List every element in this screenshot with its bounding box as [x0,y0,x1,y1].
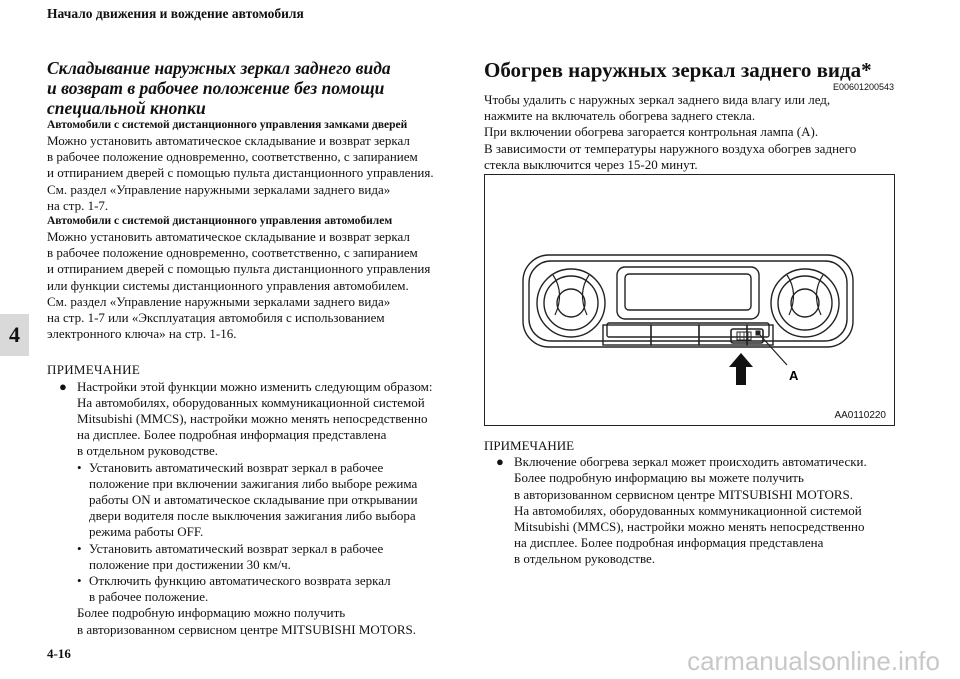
title-line: и возврат в рабочее положение без помощи [47,78,385,98]
title-line: Складывание наружных зеркал заднего вида [47,58,391,78]
text-line: При включении обогрева загорается контрольная лампа (A). [484,124,819,140]
note-dash-item-3 [47,573,457,605]
subheading-remote-locking: Автомобили с системой дистанционного управления замками дверей [47,119,408,131]
bullet-icon: ● [496,454,504,470]
text-line: и отпиранием дверей с помощью пульта дистанционного управления [47,261,431,277]
text-line: на дисплее. Более подробная информация представлена [514,535,824,551]
text-line: в авторизованном сервисном центре MITSUBISHI MOTORS. [514,486,854,502]
text-line: электронного ключа» на стр. 1-16. [47,326,237,342]
text-line: На автомобилях, оборудованных коммуникационной системой [514,502,862,518]
text-line: положение при включении зажигания либо выборе режима [89,475,418,491]
text-line: Более подробную информацию вы можете получить [514,470,804,486]
text-line: в рабочее положение. [89,589,209,605]
left-column [47,58,457,638]
note-heading: ПРИМЕЧАНИЕ [484,438,575,453]
text-line: нажмите на включатель обогрева заднего стекла. [484,108,756,124]
figure-label-a: A [789,368,799,383]
text-line: Mitsubishi (MMCS), настройки можно менять непосредственно [77,411,428,427]
paragraph-2 [47,229,457,342]
text-line: Настройки этой функции можно изменить следующим образом: [77,378,433,394]
note-dash-item-2 [47,541,457,573]
text-line: Можно установить автоматическое складывание и возврат зеркал [47,133,410,148]
text-line: См. раздел «Управление наружными зеркалами заднего вида» [47,293,391,309]
text-line: Отключить функцию автоматического возврата зеркал [89,573,391,589]
right-column [484,58,894,173]
page-number: 4-16 [47,646,71,661]
section-code: E00601200543 [832,82,894,92]
section-title-mirror-folding [47,58,457,118]
text-line: В зависимости от температуры наружного воздуха обогрев заднего [484,140,857,156]
note-tail [47,605,457,637]
text-line: на стр. 1-7 или «Эксплуатация автомобиля с использованием [47,310,385,326]
heater-paragraph [484,92,894,173]
text-line: стекла выключится через 15-20 минут. [484,156,698,172]
section-title-mirror-heater: Обогрев наружных зеркал заднего вида* [484,58,872,82]
watermark: carmanualsonline.info [687,646,940,676]
text-line: в отдельном руководстве. [514,551,656,567]
running-header: Начало движения и вождение автомобиля [47,6,304,21]
note-heading: ПРИМЕЧАНИЕ [47,362,141,378]
chapter-tab: 4 [0,314,29,356]
bullet-icon: ● [59,378,67,394]
text-line: в отдельном руководстве. [77,443,219,459]
text-line: Включение обогрева зеркал может происходить автоматически. [514,454,867,470]
climate-panel-figure [484,174,895,426]
text-line: Чтобы удалить с наружных зеркал заднего вида влагу или лед, [484,92,831,107]
title-line: специальной кнопки [47,98,206,118]
climate-panel-illustration [485,175,894,425]
text-line: Установить автоматический возврат зеркал в рабочее [89,540,384,556]
text-line: Более подробную информацию можно получить [77,605,346,621]
text-line: на стр. 1-7. [47,197,109,213]
text-line: Mitsubishi (MMCS), настройки можно менять непосредственно [514,519,865,535]
figure-caption: AA0110220 [834,410,886,421]
text-line: режима работы OFF. [89,524,204,540]
dash-bullet-icon: • [77,573,82,589]
note-dash-item-1 [47,460,457,541]
text-line: двери водителя после выключения зажигания либо выбора [89,508,416,524]
text-line: Можно установить автоматическое складывание и возврат зеркал [47,229,410,245]
text-line: или функции системы дистанционного управления автомобилем. [47,277,409,293]
text-line: в авторизованном сервисном центре MITSUBISHI MOTORS. [77,621,417,637]
text-line: в рабочее положение одновременно, соответственно, с запиранием [47,149,418,165]
text-line: работы ON и автоматическое складывание при открывании [89,492,418,508]
text-line: в рабочее положение одновременно, соответственно, с запиранием [47,245,418,261]
note-bullet [484,454,894,567]
subheading-remote-control: Автомобили с системой дистанционного управления автомобилем [47,215,393,228]
text-line: на дисплее. Более подробная информация представлена [77,427,387,443]
right-note [484,438,894,568]
text-line: См. раздел «Управление наружными зеркалами заднего вида» [47,181,391,197]
dash-bullet-icon: • [77,540,82,556]
text-line: Установить автоматический возврат зеркал в рабочее [89,459,384,475]
dash-bullet-icon: • [77,459,82,475]
text-line: и отпиранием дверей с помощью пульта дистанционного управления. [47,165,434,181]
text-line: положение при достижении 30 км/ч. [89,556,291,572]
note-bullet [47,379,457,460]
paragraph-1 [47,133,457,214]
text-line: На автомобилях, оборудованных коммуникационной системой [77,394,425,410]
